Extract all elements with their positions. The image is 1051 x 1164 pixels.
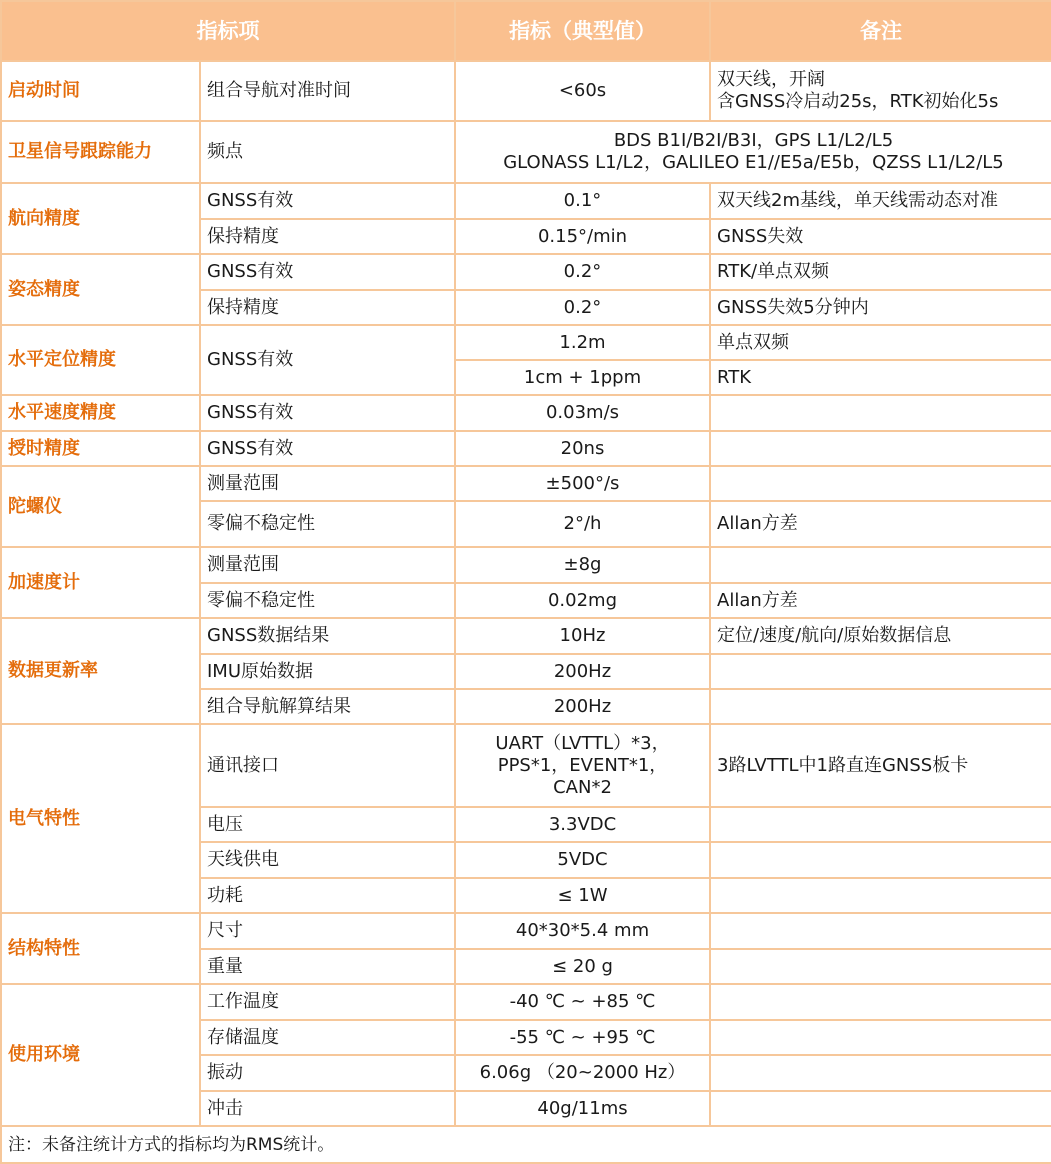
value-cell: 5VDC — [455, 842, 710, 878]
value-cell: 0.1° — [455, 183, 710, 219]
category-cell: 陀螺仪 — [1, 466, 200, 547]
item-cell: 天线供电 — [200, 842, 455, 878]
value-cell: 0.02mg — [455, 583, 710, 618]
value-cell: ±500°/s — [455, 466, 710, 501]
value-line: UART（LVTTL）*3， — [495, 732, 670, 754]
value-line: CAN*2 — [553, 776, 612, 798]
value-cell: 0.03m/s — [455, 395, 710, 431]
table-row — [1, 183, 1051, 219]
note-cell — [710, 913, 1051, 949]
note-cell: Allan方差 — [710, 583, 1051, 618]
value-cell: 1cm + 1ppm — [455, 360, 710, 395]
value-cell: 0.2° — [455, 290, 710, 325]
value-line: BDS B1I/B2I/B3I，GPS L1/L2/L5 — [613, 130, 894, 151]
item-cell: GNSS有效 — [200, 254, 455, 290]
category-cell: 水平定位精度 — [1, 325, 200, 395]
value-cell: 20ns — [455, 431, 710, 466]
note-cell — [710, 949, 1051, 984]
value-line: GLONASS L1/L2，GALILEO E1//E5a/E5b，QZSS L1/L2/L5 — [503, 152, 1004, 173]
item-cell: GNSS有效 — [200, 183, 455, 219]
item-cell: 尺寸 — [200, 913, 455, 949]
table-row — [1, 913, 1051, 949]
note-cell — [710, 807, 1051, 842]
note-cell: 双天线2m基线，单天线需动态对准 — [710, 183, 1051, 219]
value-cell: 3.3VDC — [455, 807, 710, 842]
table-row — [1, 618, 1051, 654]
table-row — [1, 547, 1051, 583]
item-cell: GNSS有效 — [200, 395, 455, 431]
item-cell: 测量范围 — [200, 466, 455, 501]
header-item: 指标项 — [1, 1, 455, 61]
category-cell: 姿态精度 — [1, 254, 200, 325]
note-cell — [710, 431, 1051, 466]
table-row — [1, 395, 1051, 431]
value-cell: 200Hz — [455, 689, 710, 724]
note-cell: 3路LVTTL中1路直连GNSS板卡 — [710, 724, 1051, 807]
table-row — [1, 325, 1051, 360]
item-cell: IMU原始数据 — [200, 654, 455, 689]
note-cell — [710, 1091, 1051, 1126]
category-cell: 授时精度 — [1, 431, 200, 466]
note-cell — [710, 689, 1051, 724]
category-cell: 使用环境 — [1, 984, 200, 1126]
value-line: PPS*1，EVENT*1， — [497, 754, 668, 776]
item-cell: 工作温度 — [200, 984, 455, 1020]
category-cell: 数据更新率 — [1, 618, 200, 724]
note-cell — [710, 547, 1051, 583]
note-cell — [710, 1055, 1051, 1091]
header-note: 备注 — [710, 1, 1051, 61]
value-cell: -40 ℃ ~ +85 ℃ — [455, 984, 710, 1020]
item-cell: 重量 — [200, 949, 455, 984]
value-cell: 10Hz — [455, 618, 710, 654]
footnote-row — [1, 1126, 1051, 1163]
item-cell: 测量范围 — [200, 547, 455, 583]
category-cell: 结构特性 — [1, 913, 200, 984]
item-cell: 保持精度 — [200, 290, 455, 325]
item-cell: 保持精度 — [200, 219, 455, 254]
note-cell — [710, 878, 1051, 913]
value-cell: -55 ℃ ~ +95 ℃ — [455, 1020, 710, 1055]
note-cell — [710, 466, 1051, 501]
header-row — [1, 1, 1051, 61]
item-cell: GNSS数据结果 — [200, 618, 455, 654]
note-line: 双天线，开阔 — [717, 69, 825, 90]
value-cell: 2°/h — [455, 501, 710, 547]
note-cell: Allan方差 — [710, 501, 1051, 547]
note-cell: GNSS失效 — [710, 219, 1051, 254]
table-row — [1, 254, 1051, 290]
item-cell: GNSS有效 — [200, 431, 455, 466]
note-cell: 单点双频 — [710, 325, 1051, 360]
item-cell: 通讯接口 — [200, 724, 455, 807]
item-cell: 频点 — [200, 121, 455, 183]
category-cell: 水平速度精度 — [1, 395, 200, 431]
value-cell: 40*30*5.4 mm — [455, 913, 710, 949]
item-cell: 组合导航对准时间 — [200, 61, 455, 121]
item-cell: 零偏不稳定性 — [200, 501, 455, 547]
value-cell: 200Hz — [455, 654, 710, 689]
value-cell: 40g/11ms — [455, 1091, 710, 1126]
table-row — [1, 724, 1051, 807]
item-cell: 组合导航解算结果 — [200, 689, 455, 724]
item-cell: 振动 — [200, 1055, 455, 1091]
table-row — [1, 431, 1051, 466]
note-cell — [710, 395, 1051, 431]
table-row — [1, 61, 1051, 121]
value-cell: <60s — [455, 61, 710, 121]
value-cell: 0.2° — [455, 254, 710, 290]
category-cell: 卫星信号跟踪能力 — [1, 121, 200, 183]
item-cell: 电压 — [200, 807, 455, 842]
note-cell: RTK/单点双频 — [710, 254, 1051, 290]
note-cell — [710, 1020, 1051, 1055]
note-line: 含GNSS冷启动25s，RTK初始化5s — [717, 91, 999, 112]
note-cell: GNSS失效5分钟内 — [710, 290, 1051, 325]
table-row — [1, 121, 1051, 183]
value-cell: 0.15°/min — [455, 219, 710, 254]
category-cell: 电气特性 — [1, 724, 200, 913]
table-row — [1, 984, 1051, 1020]
note-cell — [710, 654, 1051, 689]
item-cell: GNSS有效 — [200, 325, 455, 395]
value-cell: ≤ 20 g — [455, 949, 710, 984]
category-cell: 航向精度 — [1, 183, 200, 254]
category-cell: 加速度计 — [1, 547, 200, 618]
item-cell: 功耗 — [200, 878, 455, 913]
table-row — [1, 466, 1051, 501]
value-cell: 1.2m — [455, 325, 710, 360]
value-cell: ≤ 1W — [455, 878, 710, 913]
item-cell: 冲击 — [200, 1091, 455, 1126]
item-cell: 零偏不稳定性 — [200, 583, 455, 618]
category-cell: 启动时间 — [1, 61, 200, 121]
header-value: 指标（典型值） — [455, 1, 710, 61]
note-cell — [710, 984, 1051, 1020]
note-cell: RTK — [710, 360, 1051, 395]
value-cell — [455, 724, 710, 807]
value-cell: 6.06g （20~2000 Hz） — [455, 1055, 710, 1091]
footnote: 注：未备注统计方式的指标均为RMS统计。 — [1, 1126, 1051, 1163]
note-cell: 定位/速度/航向/原始数据信息 — [710, 618, 1051, 654]
item-cell: 存储温度 — [200, 1020, 455, 1055]
note-cell — [710, 61, 1051, 121]
value-cell: ±8g — [455, 547, 710, 583]
note-cell — [710, 842, 1051, 878]
value-cell — [455, 121, 1051, 183]
